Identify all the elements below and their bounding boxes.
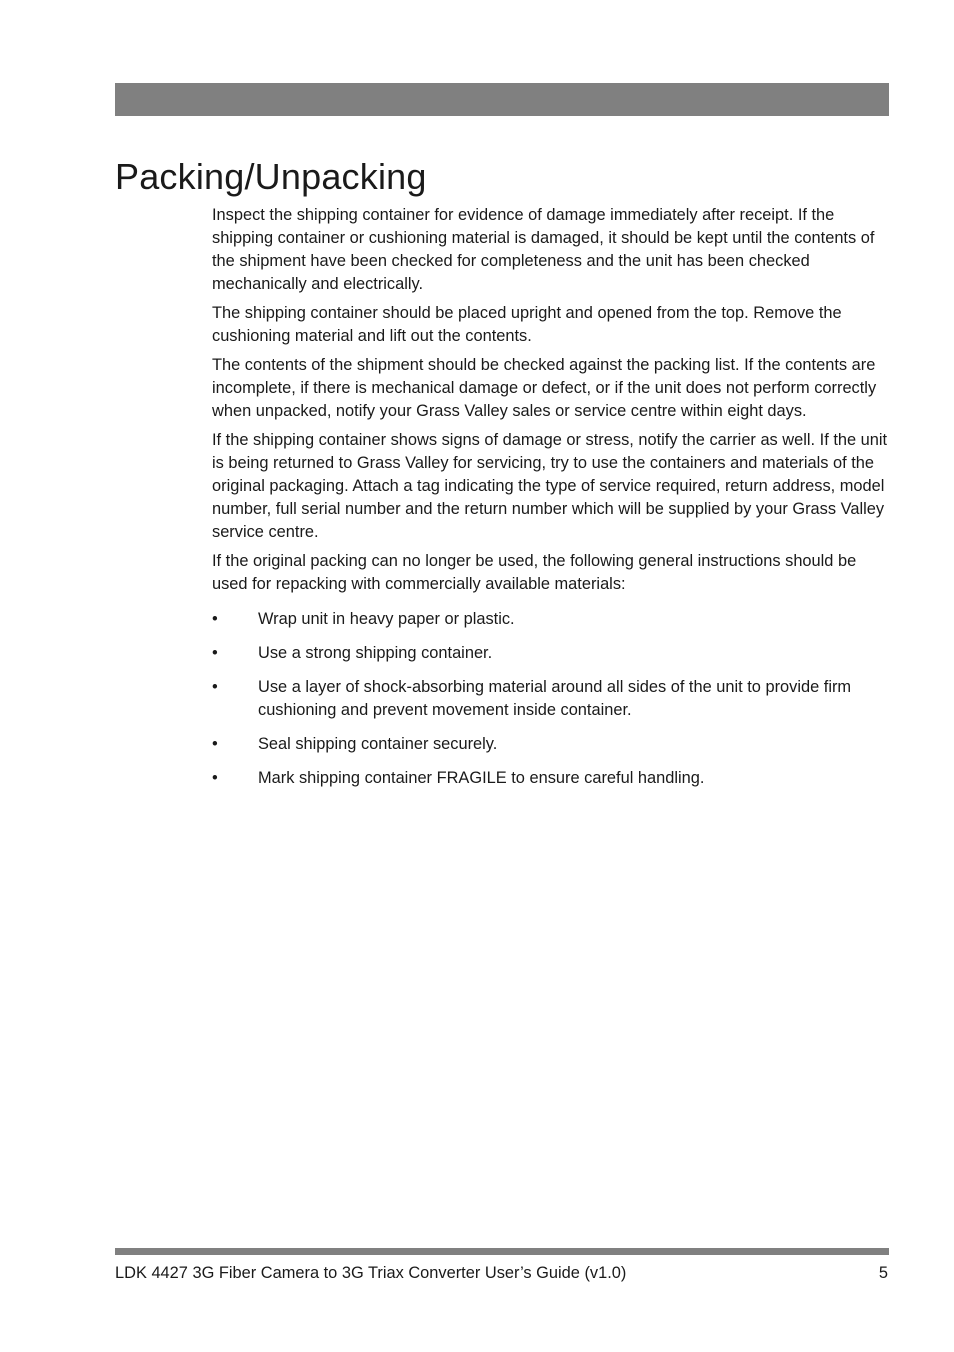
bullet-icon: • [212, 610, 218, 628]
list-item-text: Use a strong shipping container. [258, 644, 493, 662]
bullet-icon: • [212, 678, 218, 696]
paragraph-damage-return: If the shipping container shows signs of damage or stress, notify the carrier as well. If the unit is being returned to Grass Valley for servicing, try to use the containers and materials of the original packaging. Attach a tag indicating the type of service required, return address, model number, full serial number and the return number which will be supplied by your Grass Valley service centre. [212, 431, 888, 541]
bullet-icon: • [212, 769, 218, 787]
list-item-text: Use a layer of shock-absorbing material around all sides of the unit to provide firm cushioning and prevent movement inside container. [258, 678, 852, 719]
page-title: Packing/Unpacking [115, 156, 427, 197]
list-item-text: Wrap unit in heavy paper or plastic. [258, 610, 515, 628]
footer-bar [115, 1248, 889, 1255]
bullet-icon: • [212, 735, 218, 753]
repacking-instructions-list [212, 608, 888, 790]
list-item [212, 608, 888, 631]
paragraph-contents-check: The contents of the shipment should be checked against the packing list. If the contents are incomplete, if there is mechanical damage or defect, or if the unit does not perform correctly when unpacked, notify your Grass Valley sales or service centre within eight days. [212, 356, 877, 420]
header-bar [115, 83, 889, 116]
list-item [212, 642, 888, 665]
body-content [212, 204, 888, 801]
bullet-icon: • [212, 644, 218, 662]
list-item [212, 733, 888, 756]
list-item [212, 767, 888, 790]
paragraph-repacking: If the original packing can no longer be used, the following general instructions should be used for repacking with commercially available materials: [212, 552, 857, 593]
paragraph-inspect: Inspect the shipping container for evidence of damage immediately after receipt. If the shipping container or cushioning material is damaged, it should be kept until the contents of the shipment have been checked for completeness and the unit has been checked mechanically and electrically. [212, 206, 875, 293]
footer-document-title: LDK 4427 3G Fiber Camera to 3G Triax Converter User’s Guide (v1.0) [115, 1264, 627, 1282]
list-item-text: Mark shipping container FRAGILE to ensure careful handling. [258, 769, 705, 787]
page-number: 5 [878, 1264, 888, 1282]
paragraph-placement: The shipping container should be placed upright and opened from the top. Remove the cushioning material and lift out the contents. [212, 304, 842, 345]
list-item-text: Seal shipping container securely. [258, 735, 498, 753]
list-item [212, 676, 888, 722]
